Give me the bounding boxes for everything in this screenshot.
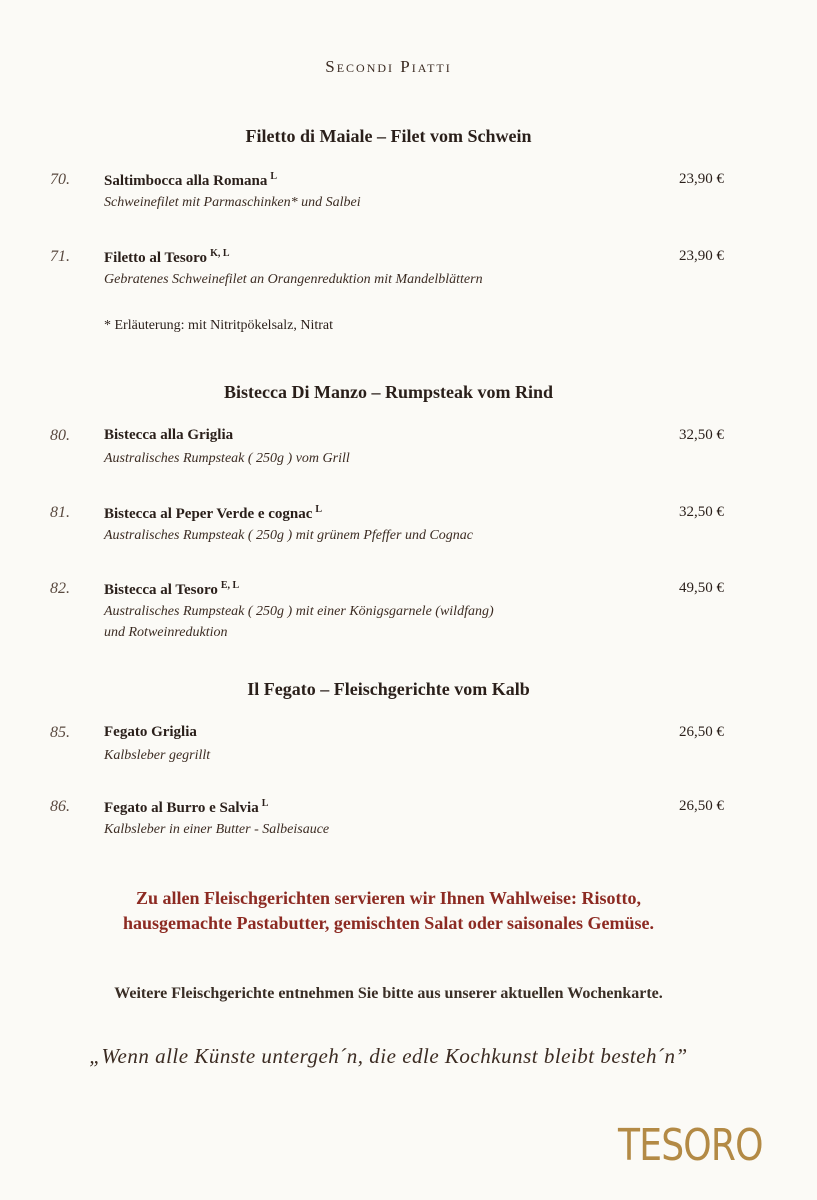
dish-price: 26,50 € bbox=[679, 724, 724, 740]
dish-name: Filetto al Tesoro $^{K, L}$ bbox=[104, 248, 230, 266]
dish-name: Fegato Griglia bbox=[104, 724, 197, 740]
dish-number: 80. bbox=[50, 427, 70, 444]
allergen-code: L bbox=[261, 798, 269, 809]
allergen-code: L bbox=[270, 171, 278, 182]
dish-description: Gebratenes Schweinefilet an Orangenreduktion mit Mandelblättern bbox=[104, 272, 483, 287]
dish-price: 49,50 € bbox=[679, 580, 724, 596]
dish-number: 71. bbox=[50, 248, 70, 265]
weekly-menu-note: Weitere Fleischgerichte entnehmen Sie bitte aus unserer aktuellen Wochenkarte. bbox=[114, 985, 663, 1002]
dish-price: 23,90 € bbox=[679, 171, 724, 187]
dish-price: 32,50 € bbox=[679, 504, 724, 520]
dish-description: Australisches Rumpsteak ( 250g ) mit grünem Pfeffer und Cognac bbox=[104, 528, 474, 543]
dish-number: 86. bbox=[50, 798, 70, 815]
dish-description: Australisches Rumpsteak ( 250g ) mit einer Königsgarnele (wildfang) und Rotweinreduktion bbox=[104, 604, 494, 640]
dish-description: Schweinefilet mit Parmaschinken* und Salbei bbox=[104, 195, 361, 210]
allergen-code: K, L bbox=[210, 248, 230, 259]
dish-name: Bistecca al Tesoro $^{E, L}$ bbox=[104, 580, 240, 598]
tesoro-logo: TESORO bbox=[618, 1120, 763, 1171]
page-title: Secondi Piatti bbox=[325, 57, 452, 76]
quote: „Wenn alle Künste untergeh´n, die edle Kochkunst bleibt besteh´n” bbox=[89, 1044, 688, 1068]
dish-number: 81. bbox=[50, 504, 70, 521]
dish-name: Saltimbocca alla Romana $^L$ bbox=[104, 171, 278, 189]
dish-name: Fegato al Burro e Salvia $^L$ bbox=[104, 798, 269, 816]
allergen-code: L bbox=[315, 504, 323, 515]
section-title-maiale: Filetto di Maiale – Filet vom Schwein bbox=[245, 126, 532, 146]
dish-name: Bistecca al Peper Verde e cognac $^L$ bbox=[104, 504, 323, 522]
dish-name: Bistecca alla Griglia bbox=[104, 427, 234, 443]
dish-number: 70. bbox=[50, 171, 70, 188]
dish-description: Australisches Rumpsteak ( 250g ) vom Grill bbox=[104, 451, 350, 466]
dish-price: 32,50 € bbox=[679, 427, 724, 443]
section-title-manzo: Bistecca Di Manzo – Rumpsteak vom Rind bbox=[224, 382, 553, 402]
dish-number: 85. bbox=[50, 724, 70, 741]
dish-description: Kalbsleber gegrillt bbox=[104, 748, 211, 763]
allergen-code: E, L bbox=[220, 580, 240, 591]
dish-number: 82. bbox=[50, 580, 70, 597]
dish-description: Kalbsleber in einer Butter - Salbeisauce bbox=[104, 822, 330, 837]
section-title-fegato: Il Fegato – Fleischgerichte vom Kalb bbox=[247, 679, 530, 699]
side-dish-notice: Zu allen Fleischgerichten servieren wir Ihnen Wahlweise: Risotto, hausgemachte Pastabutter, gemischten Salat oder saisonales Gemüse. bbox=[123, 888, 654, 933]
dish-price: 23,90 € bbox=[679, 248, 724, 264]
footnote: * Erläuterung: mit Nitritpökelsalz, Nitrat bbox=[104, 318, 333, 333]
dish-price: 26,50 € bbox=[679, 798, 724, 814]
